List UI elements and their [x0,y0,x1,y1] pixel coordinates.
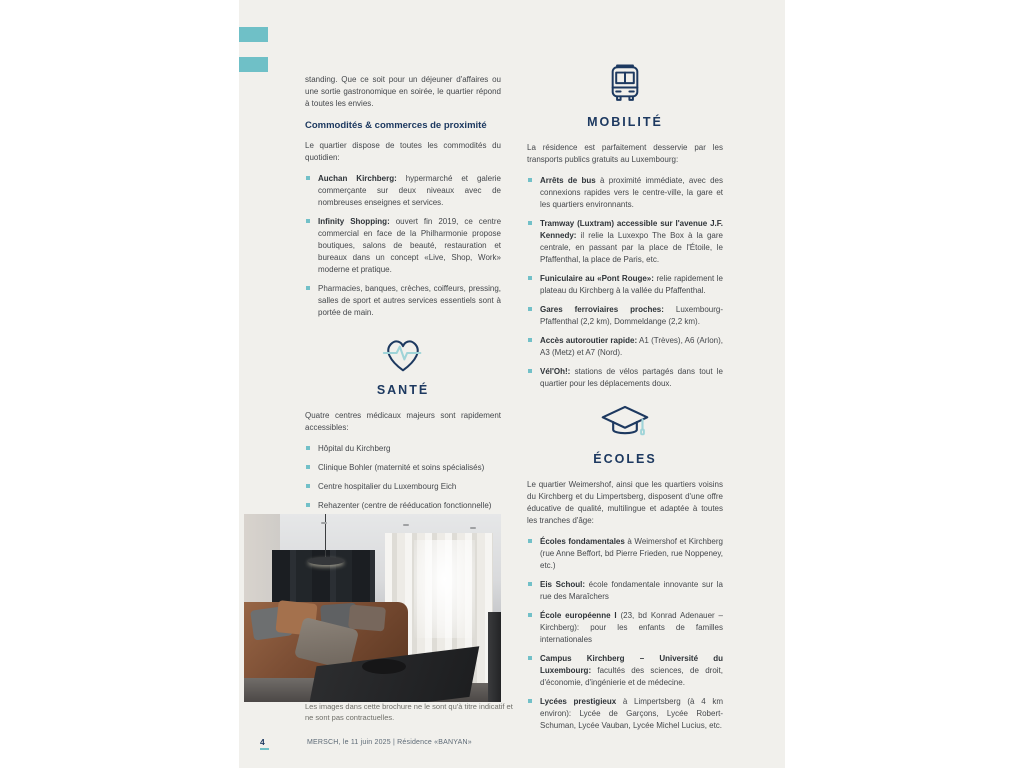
list-item: Gares ferroviaires proches: Luxembourg-Pfaffenthal (2,2 km), Dommeldange (2,2 km). [527,304,723,328]
photo-bowl [362,659,406,674]
teal-square-bullet-icon [306,465,310,469]
teal-square-bullet-icon [528,221,532,225]
mobilite-icon-block [527,62,723,110]
teal-mark-bottom [239,57,268,72]
teal-square-bullet-icon [528,539,532,543]
sante-heading: SANTÉ [376,383,430,398]
teal-square-bullet-icon [306,446,310,450]
heart-pulse-icon [380,332,426,374]
footer-text: MERSCH, le 11 juin 2025 | Résidence «BANYAN» [307,739,472,746]
list-item: Infinity Shopping: ouvert fin 2019, ce centre commercial en face de la Philharmonie propose boutiques, salons de beauté, restauration et bureaux dans un concept «Live, Shop, Work» moderne et pratique. [305,216,501,276]
sante-lead: Quatre centres médicaux majeurs sont rapidement accessibles: [305,411,501,432]
list-item: Tramway (Luxtram) accessible sur l'avenue J.F. Kennedy: il relie la Luxexpo The Box à la gare centrale, en passant par la place de l'Étoile, le Pfaffenthal, la place de Paris, etc. [527,218,723,266]
teal-square-bullet-icon [306,176,310,180]
graduation-cap-icon [599,403,651,443]
photo-pillow [348,605,386,632]
sante-icon-block [305,332,501,378]
list-item: Clinique Bohler (maternité et soins spécialisés) [305,462,501,474]
list-item: Hôpital du Kirchberg [305,443,501,455]
list-item: Pharmacies, banques, crèches, coiffeurs, pressing, salles de sport et autres services essentiels sont à portée de main. [305,283,501,319]
list-item: Campus Kirchberg – Université du Luxembourg: facultés des sciences, de droit, d'économie, d'ingénierie et de médecine. [527,653,723,689]
list-item: Rehazenter (centre de rééducation fonctionnelle) [305,500,501,512]
photo-caption: Les images dans cette brochure ne le sont qu'à titre indicatif et ne sont pas contractuelles. [305,702,513,722]
teal-square-bullet-icon [528,699,532,703]
ecoles-list [527,536,723,732]
right-column [527,62,723,739]
list-item: Accès autoroutier rapide: A1 (Trèves), A6 (Arlon), A3 (Metz) et A7 (Nord). [527,335,723,359]
photo-window-light [414,540,476,638]
list-item: Eis Schoul: école fondamentale innovante sur la rue des Maraîchers [527,579,723,603]
teal-square-bullet-icon [528,656,532,660]
teal-square-bullet-icon [306,219,310,223]
intro-paragraph: standing. Que ce soit pour un déjeuner d'affaires ou une sortie gastronomique en soirée, le quartier répond à toutes les envies. [305,75,501,108]
mobilite-list [527,175,723,390]
list-item: École européenne I (23, bd Konrad Adenauer – Kirchberg): pour les enfants de familles internationales [527,610,723,646]
ecoles-heading: ÉCOLES [593,451,657,466]
photo-pendant-lamp [308,557,344,565]
page-number: 4 [260,737,269,750]
list-item: Auchan Kirchberg: hypermarché et galerie commerçante sur deux niveaux avec de nombreuses enseignes et services. [305,173,501,209]
list-item: Funiculaire au «Pont Rouge»: relie rapidement le plateau du Kirchberg à la vallée du Pfaffenthal. [527,273,723,297]
mobilite-lead: La résidence est parfaitement desservie par les transports publics gratuits au Luxembourg: [527,142,723,164]
interior-photo [244,514,501,702]
teal-square-bullet-icon [528,369,532,373]
teal-square-bullet-icon [306,484,310,488]
ecoles-icon-block [527,403,723,447]
mobilite-heading: MOBILITÉ [587,115,663,129]
teal-square-bullet-icon [306,286,310,290]
teal-square-bullet-icon [528,276,532,280]
teal-square-bullet-icon [528,613,532,617]
teal-square-bullet-icon [528,178,532,182]
ecoles-lead: Le quartier Weimershof, ainsi que les quartiers voisins du Kirchberg et du Limpertsberg, disposent d'une offre éducative de qualité, multilingue et adaptée à toutes les tranches d'âge: [527,479,723,525]
teal-square-bullet-icon [528,582,532,586]
teal-square-bullet-icon [528,307,532,311]
teal-mark-top [239,27,268,42]
list-item: Arrêts de bus à proximité immédiate, avec des connexions rapides vers le centre-ville, la gare et les quartiers environnants. [527,175,723,211]
commodites-heading: Commodités & commerces de proximité [305,120,487,131]
list-item: Écoles fondamentales à Weimershof et Kirchberg (rue Anne Beffort, bd Pierre Frieden, rue Noppeney, etc.) [527,536,723,572]
bus-icon [603,62,647,106]
commodites-lead: Le quartier dispose de toutes les commodités du quotidien: [305,141,501,163]
brochure-page [239,0,785,768]
commodites-list [305,173,501,319]
list-item: Centre hospitalier du Luxembourg Eich [305,481,501,493]
photo-tv-edge [488,612,501,702]
photo-ceiling-spots [244,514,501,533]
teal-square-bullet-icon [528,338,532,342]
sante-list [305,443,501,512]
teal-square-bullet-icon [306,503,310,507]
left-column [305,74,501,543]
list-item: Vél'Oh!: stations de vélos partagés dans tout le quartier pour les déplacements doux. [527,366,723,390]
list-item: Lycées prestigieux à Limpertsberg (à 4 km environ): Lycée de Garçons, Lycée Robert-Schuman, Lycée Vauban, Lycée Michel Lucius, etc. [527,696,723,732]
